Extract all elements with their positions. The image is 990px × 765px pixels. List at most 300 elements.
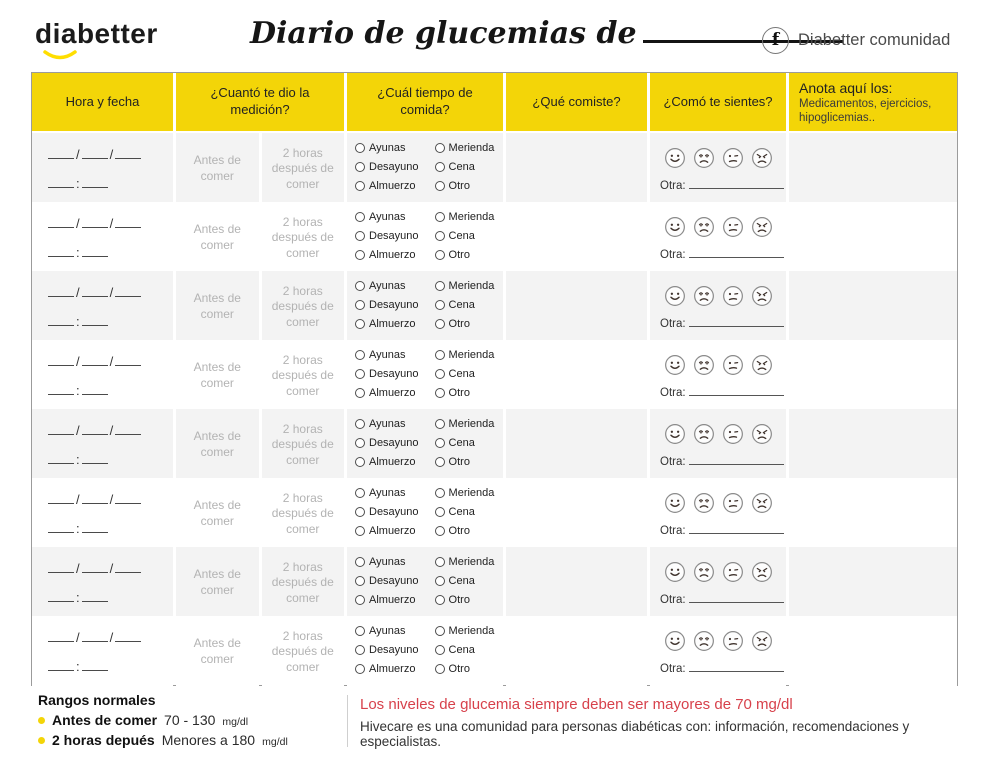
meal-option-label: Otro	[448, 594, 470, 606]
uneasy-face-icon[interactable]	[722, 561, 744, 583]
uneasy-face-icon[interactable]	[722, 216, 744, 238]
meal-option-otro[interactable]	[435, 249, 495, 261]
meal-option-label: Merienda	[448, 418, 495, 430]
meal-option-desayuno[interactable]	[355, 506, 419, 518]
meal-option-label: Cena	[448, 230, 475, 242]
uneasy-face-icon[interactable]	[722, 285, 744, 307]
what-ate-cell[interactable]	[506, 133, 647, 205]
time-separator: :	[76, 314, 80, 329]
date-line	[48, 216, 173, 231]
time-blank[interactable]	[82, 245, 108, 257]
radio-icon[interactable]	[435, 419, 445, 429]
radio-icon[interactable]	[435, 181, 445, 191]
time-blank[interactable]	[48, 245, 74, 257]
radio-icon[interactable]	[355, 557, 365, 567]
uneasy-face-icon[interactable]	[722, 630, 744, 652]
radio-icon[interactable]	[355, 300, 365, 310]
radio-icon[interactable]	[355, 488, 365, 498]
meal-option-desayuno[interactable]	[355, 368, 419, 380]
happy-face-icon[interactable]	[664, 630, 686, 652]
meal-option-merienda[interactable]	[435, 142, 495, 154]
meal-option-label: Desayuno	[369, 299, 419, 311]
page-title	[250, 16, 750, 51]
other-feeling-blank[interactable]	[689, 246, 784, 258]
feeling-faces	[664, 630, 773, 652]
angry-face-icon[interactable]	[751, 147, 773, 169]
radio-icon[interactable]	[355, 645, 365, 655]
radio-icon[interactable]	[355, 212, 365, 222]
happy-face-icon[interactable]	[664, 561, 686, 583]
radio-icon[interactable]	[435, 319, 445, 329]
header-que-comiste: ¿Qué comiste?	[506, 73, 647, 131]
radio-icon[interactable]	[435, 557, 445, 567]
date-blank[interactable]	[115, 147, 141, 159]
date-blank[interactable]	[82, 423, 108, 435]
date-time-cell	[32, 133, 173, 205]
date-blank[interactable]	[115, 285, 141, 297]
before-eating-field[interactable]: Antes de comer	[176, 547, 259, 619]
angry-face-icon[interactable]	[751, 216, 773, 238]
radio-icon[interactable]	[355, 595, 365, 605]
notes-cell[interactable]	[789, 340, 957, 412]
radio-icon[interactable]	[435, 626, 445, 636]
meal-option-label: Cena	[448, 299, 475, 311]
radio-icon[interactable]	[435, 645, 445, 655]
date-blank[interactable]	[82, 285, 108, 297]
radio-icon[interactable]	[435, 369, 445, 379]
worried-face-icon[interactable]	[693, 147, 715, 169]
meal-options-right	[435, 349, 495, 412]
meal-option-ayunas[interactable]	[355, 349, 419, 361]
meal-option-almuerzo[interactable]	[355, 594, 419, 606]
meal-option-almuerzo[interactable]	[355, 456, 419, 468]
after-eating-field[interactable]: 2 horas después de comer	[262, 202, 345, 274]
meal-option-cena[interactable]	[435, 437, 495, 449]
time-blank[interactable]	[48, 314, 74, 326]
radio-icon[interactable]	[355, 369, 365, 379]
date-separator: /	[109, 354, 114, 369]
log-table-row	[32, 133, 957, 202]
feelings-cell	[650, 409, 786, 481]
diabetter-logo: diabetter	[35, 18, 158, 49]
uneasy-face-icon[interactable]	[722, 147, 744, 169]
meal-option-ayunas[interactable]	[355, 418, 419, 430]
before-eating-field[interactable]: Antes de comer	[176, 409, 259, 481]
worried-face-icon[interactable]	[693, 561, 715, 583]
time-blank[interactable]	[82, 176, 108, 188]
date-separator: /	[76, 492, 80, 507]
date-blank[interactable]	[48, 147, 74, 159]
before-eating-field[interactable]: Antes de comer	[176, 202, 259, 274]
other-feeling-label: Otra:	[660, 593, 686, 606]
feeling-faces	[664, 423, 773, 445]
before-eating-field[interactable]: Antes de comer	[176, 271, 259, 343]
worried-face-icon[interactable]	[693, 285, 715, 307]
meal-options-left	[355, 487, 419, 550]
facebook-community-link[interactable]	[762, 27, 950, 54]
meal-option-almuerzo[interactable]	[355, 249, 419, 261]
meal-option-label: Cena	[448, 368, 475, 380]
meal-options-left	[355, 625, 419, 688]
time-blank[interactable]	[48, 176, 74, 188]
meal-option-label: Cena	[448, 575, 475, 587]
radio-icon[interactable]	[355, 350, 365, 360]
meal-option-label: Otro	[448, 525, 470, 537]
time-blank[interactable]	[48, 521, 74, 533]
date-blank[interactable]	[82, 561, 108, 573]
meal-time-cell	[347, 547, 503, 619]
date-blank[interactable]	[115, 492, 141, 504]
notes-cell[interactable]	[789, 271, 957, 343]
meal-option-otro[interactable]	[435, 663, 495, 675]
other-feeling-line	[650, 246, 784, 261]
after-eating-field[interactable]: 2 horas después de comer	[262, 271, 345, 343]
log-table-row	[32, 202, 957, 271]
time-blank[interactable]	[48, 452, 74, 464]
date-blank[interactable]	[115, 630, 141, 642]
time-blank[interactable]	[82, 521, 108, 533]
other-feeling-blank[interactable]	[689, 453, 784, 465]
happy-face-icon[interactable]	[664, 285, 686, 307]
meal-option-cena[interactable]	[435, 161, 495, 173]
meal-option-label: Merienda	[448, 349, 495, 361]
time-separator: :	[76, 521, 80, 536]
radio-icon[interactable]	[435, 526, 445, 536]
radio-icon[interactable]	[435, 664, 445, 674]
feelings-cell	[650, 616, 786, 688]
angry-face-icon[interactable]	[751, 285, 773, 307]
meal-option-desayuno[interactable]	[355, 437, 419, 449]
meal-time-cell	[347, 271, 503, 343]
angry-face-icon[interactable]	[751, 423, 773, 445]
range-label: Antes de comer	[52, 712, 158, 728]
meal-option-otro[interactable]	[435, 456, 495, 468]
happy-face-icon[interactable]	[664, 423, 686, 445]
radio-icon[interactable]	[435, 488, 445, 498]
worried-face-icon[interactable]	[693, 354, 715, 376]
date-line	[48, 630, 173, 645]
date-separator: /	[109, 216, 114, 231]
log-table-row	[32, 340, 957, 409]
feeling-faces	[664, 354, 773, 376]
radio-icon[interactable]	[435, 143, 445, 153]
radio-icon[interactable]	[355, 231, 365, 241]
other-feeling-line	[650, 660, 784, 675]
radio-icon[interactable]	[355, 664, 365, 674]
what-ate-cell[interactable]	[506, 478, 647, 550]
happy-face-icon[interactable]	[664, 216, 686, 238]
date-line	[48, 561, 173, 576]
meal-option-label: Otro	[448, 180, 470, 192]
measurement-cell	[176, 409, 344, 481]
meal-option-label: Almuerzo	[369, 663, 416, 675]
radio-icon[interactable]	[355, 250, 365, 260]
log-table-row	[32, 478, 957, 547]
what-ate-cell[interactable]	[506, 340, 647, 412]
time-blank[interactable]	[82, 452, 108, 464]
meal-option-label: Merienda	[448, 280, 495, 292]
meal-option-almuerzo[interactable]	[355, 525, 419, 537]
meal-option-label: Desayuno	[369, 644, 419, 656]
meal-option-otro[interactable]	[435, 525, 495, 537]
meal-option-label: Ayunas	[369, 625, 406, 637]
time-line	[48, 245, 173, 260]
after-eating-field[interactable]: 2 horas después de comer	[262, 409, 345, 481]
radio-icon[interactable]	[435, 212, 445, 222]
notes-cell[interactable]	[789, 202, 957, 274]
radio-icon[interactable]	[355, 319, 365, 329]
feeling-faces	[664, 492, 773, 514]
radio-icon[interactable]	[355, 576, 365, 586]
meal-option-desayuno[interactable]	[355, 644, 419, 656]
worried-face-icon[interactable]	[693, 216, 715, 238]
date-blank[interactable]	[48, 216, 74, 228]
meal-option-merienda[interactable]	[435, 625, 495, 637]
notes-cell[interactable]	[789, 133, 957, 205]
range-value: 70 - 130	[164, 712, 216, 728]
date-blank[interactable]	[82, 630, 108, 642]
date-blank[interactable]	[115, 216, 141, 228]
meal-option-cena[interactable]	[435, 644, 495, 656]
other-feeling-blank[interactable]	[689, 660, 784, 672]
meal-option-ayunas[interactable]	[355, 142, 419, 154]
feeling-faces	[664, 147, 773, 169]
meal-option-label: Otro	[448, 318, 470, 330]
meal-option-almuerzo[interactable]	[355, 180, 419, 192]
meal-option-otro[interactable]	[435, 180, 495, 192]
notes-cell[interactable]	[789, 616, 957, 688]
measurement-cell	[176, 547, 344, 619]
meal-option-label: Merienda	[448, 556, 495, 568]
meal-option-label: Otro	[448, 387, 470, 399]
other-feeling-line	[650, 177, 784, 192]
what-ate-cell[interactable]	[506, 409, 647, 481]
what-ate-cell[interactable]	[506, 616, 647, 688]
date-line	[48, 492, 173, 507]
meal-option-desayuno[interactable]	[355, 299, 419, 311]
date-separator: /	[76, 423, 80, 438]
meal-options-right	[435, 142, 495, 205]
other-feeling-blank[interactable]	[689, 384, 784, 396]
time-blank[interactable]	[82, 659, 108, 671]
radio-icon[interactable]	[435, 300, 445, 310]
radio-icon[interactable]	[355, 388, 365, 398]
date-blank[interactable]	[48, 423, 74, 435]
other-feeling-blank[interactable]	[689, 177, 784, 189]
meal-option-otro[interactable]	[435, 594, 495, 606]
before-eating-field[interactable]: Antes de comer	[176, 340, 259, 412]
time-blank[interactable]	[82, 314, 108, 326]
notes-cell[interactable]	[789, 409, 957, 481]
other-feeling-label: Otra:	[660, 455, 686, 468]
notes-cell[interactable]	[789, 478, 957, 550]
feelings-cell	[650, 478, 786, 550]
before-eating-field[interactable]: Antes de comer	[176, 133, 259, 205]
meal-option-merienda[interactable]	[435, 487, 495, 499]
meal-options-left	[355, 211, 419, 274]
after-eating-field[interactable]: 2 horas después de comer	[262, 547, 345, 619]
meal-option-ayunas[interactable]	[355, 280, 419, 292]
radio-icon[interactable]	[355, 181, 365, 191]
meal-option-label: Desayuno	[369, 368, 419, 380]
date-blank[interactable]	[48, 492, 74, 504]
meal-option-merienda[interactable]	[435, 349, 495, 361]
other-feeling-blank[interactable]	[689, 591, 784, 603]
angry-face-icon[interactable]	[751, 492, 773, 514]
meal-option-otro[interactable]	[435, 387, 495, 399]
date-blank[interactable]	[115, 561, 141, 573]
meal-option-desayuno[interactable]	[355, 161, 419, 173]
uneasy-face-icon[interactable]	[722, 354, 744, 376]
date-separator: /	[76, 285, 80, 300]
other-feeling-label: Otra:	[660, 179, 686, 192]
before-eating-field[interactable]: Antes de comer	[176, 616, 259, 688]
meal-option-cena[interactable]	[435, 368, 495, 380]
range-before-eating	[38, 712, 288, 728]
time-blank[interactable]	[82, 590, 108, 602]
date-blank[interactable]	[48, 561, 74, 573]
header-tiempo-comida: ¿Cuál tiempo de comida?	[347, 73, 503, 131]
log-table-row	[32, 547, 957, 616]
notes-cell[interactable]	[789, 547, 957, 619]
radio-icon[interactable]	[435, 162, 445, 172]
after-eating-field[interactable]: 2 horas después de comer	[262, 340, 345, 412]
meal-option-label: Otro	[448, 456, 470, 468]
feeling-faces	[664, 285, 773, 307]
time-blank[interactable]	[48, 590, 74, 602]
after-eating-field[interactable]: 2 horas después de comer	[262, 133, 345, 205]
meal-option-desayuno[interactable]	[355, 230, 419, 242]
meal-option-label: Ayunas	[369, 280, 406, 292]
time-blank[interactable]	[82, 383, 108, 395]
radio-icon[interactable]	[435, 231, 445, 241]
other-feeling-blank[interactable]	[689, 522, 784, 534]
worried-face-icon[interactable]	[693, 492, 715, 514]
date-blank[interactable]	[48, 285, 74, 297]
radio-icon[interactable]	[355, 438, 365, 448]
date-blank[interactable]	[115, 423, 141, 435]
meal-option-ayunas[interactable]	[355, 625, 419, 637]
meal-option-merienda[interactable]	[435, 211, 495, 223]
meal-option-label: Ayunas	[369, 211, 406, 223]
happy-face-icon[interactable]	[664, 492, 686, 514]
time-separator: :	[76, 383, 80, 398]
meal-option-label: Merienda	[448, 625, 495, 637]
time-separator: :	[76, 452, 80, 467]
what-ate-cell[interactable]	[506, 202, 647, 274]
meal-option-ayunas[interactable]	[355, 487, 419, 499]
radio-icon[interactable]	[355, 457, 365, 467]
meal-time-cell	[347, 340, 503, 412]
other-feeling-blank[interactable]	[689, 315, 784, 327]
log-table-row	[32, 616, 957, 685]
radio-icon[interactable]	[435, 350, 445, 360]
meal-option-cena[interactable]	[435, 299, 495, 311]
meal-option-label: Desayuno	[369, 575, 419, 587]
radio-icon[interactable]	[355, 626, 365, 636]
radio-icon[interactable]	[435, 507, 445, 517]
meal-option-merienda[interactable]	[435, 556, 495, 568]
meal-option-label: Ayunas	[369, 418, 406, 430]
meal-time-cell	[347, 409, 503, 481]
date-time-cell	[32, 616, 173, 688]
date-blank[interactable]	[82, 147, 108, 159]
radio-icon[interactable]	[435, 438, 445, 448]
radio-icon[interactable]	[435, 576, 445, 586]
meal-options-left	[355, 142, 419, 205]
angry-face-icon[interactable]	[751, 630, 773, 652]
radio-icon[interactable]	[355, 281, 365, 291]
meal-option-cena[interactable]	[435, 575, 495, 587]
meal-option-desayuno[interactable]	[355, 575, 419, 587]
radio-icon[interactable]	[355, 419, 365, 429]
normal-ranges-block	[38, 692, 288, 752]
what-ate-cell[interactable]	[506, 547, 647, 619]
meal-time-cell	[347, 202, 503, 274]
meal-option-ayunas[interactable]	[355, 211, 419, 223]
radio-icon[interactable]	[435, 388, 445, 398]
worried-face-icon[interactable]	[693, 423, 715, 445]
meal-option-label: Almuerzo	[369, 387, 416, 399]
meal-option-almuerzo[interactable]	[355, 318, 419, 330]
radio-icon[interactable]	[355, 526, 365, 536]
uneasy-face-icon[interactable]	[722, 423, 744, 445]
after-eating-field[interactable]: 2 horas después de comer	[262, 478, 345, 550]
date-blank[interactable]	[82, 492, 108, 504]
table-header-row	[32, 73, 957, 131]
happy-face-icon[interactable]	[664, 147, 686, 169]
radio-icon[interactable]	[355, 143, 365, 153]
meal-option-otro[interactable]	[435, 318, 495, 330]
meal-option-label: Almuerzo	[369, 525, 416, 537]
radio-icon[interactable]	[435, 457, 445, 467]
other-feeling-label: Otra:	[660, 248, 686, 261]
before-eating-field[interactable]: Antes de comer	[176, 478, 259, 550]
what-ate-cell[interactable]	[506, 271, 647, 343]
date-line	[48, 354, 173, 369]
meal-option-cena[interactable]	[435, 506, 495, 518]
radio-icon[interactable]	[435, 281, 445, 291]
radio-icon[interactable]	[355, 162, 365, 172]
angry-face-icon[interactable]	[751, 354, 773, 376]
date-blank[interactable]	[48, 630, 74, 642]
meal-option-cena[interactable]	[435, 230, 495, 242]
meal-option-almuerzo[interactable]	[355, 387, 419, 399]
meal-option-almuerzo[interactable]	[355, 663, 419, 675]
time-blank[interactable]	[48, 659, 74, 671]
meal-option-merienda[interactable]	[435, 280, 495, 292]
happy-face-icon[interactable]	[664, 354, 686, 376]
after-eating-field[interactable]: 2 horas después de comer	[262, 616, 345, 688]
date-separator: /	[76, 216, 80, 231]
date-blank[interactable]	[82, 216, 108, 228]
uneasy-face-icon[interactable]	[722, 492, 744, 514]
date-blank[interactable]	[82, 354, 108, 366]
meal-option-label: Ayunas	[369, 487, 406, 499]
radio-icon[interactable]	[435, 595, 445, 605]
radio-icon[interactable]	[355, 507, 365, 517]
date-blank[interactable]	[115, 354, 141, 366]
angry-face-icon[interactable]	[751, 561, 773, 583]
worried-face-icon[interactable]	[693, 630, 715, 652]
radio-icon[interactable]	[435, 250, 445, 260]
time-blank[interactable]	[48, 383, 74, 395]
meal-options-left	[355, 418, 419, 481]
date-blank[interactable]	[48, 354, 74, 366]
meal-option-merienda[interactable]	[435, 418, 495, 430]
meal-option-label: Desayuno	[369, 230, 419, 242]
meal-option-ayunas[interactable]	[355, 556, 419, 568]
